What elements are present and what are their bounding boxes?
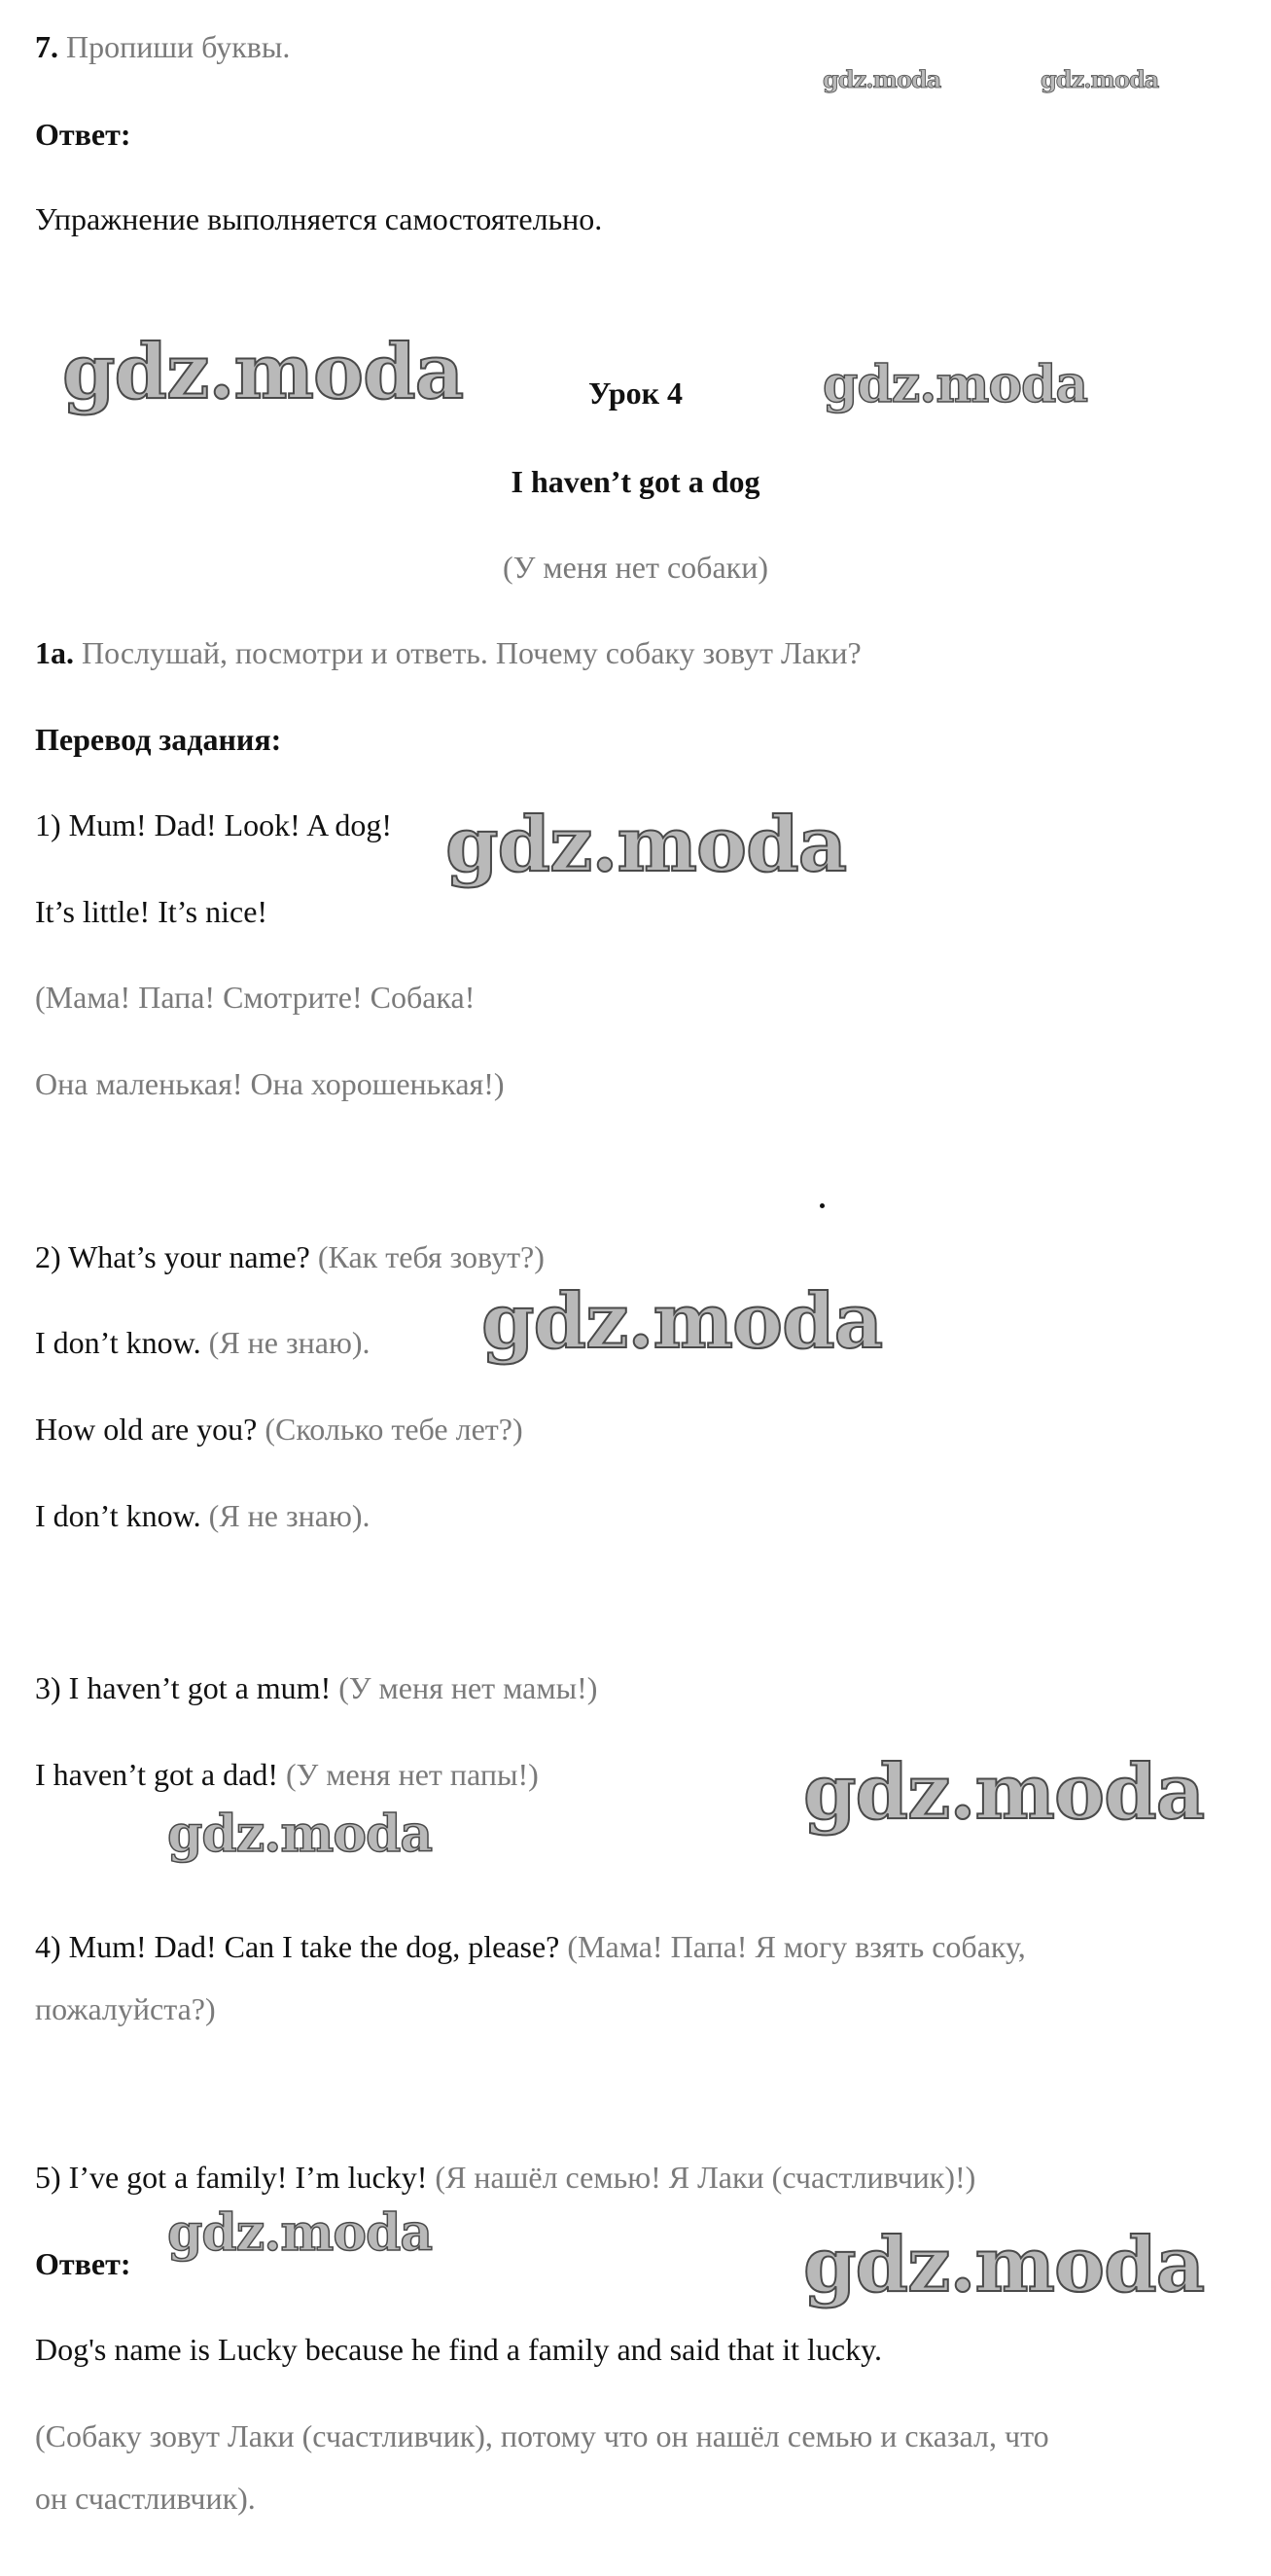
- watermark: gdz.moda: [167, 1805, 433, 1864]
- english-text: I don’t know.: [35, 1498, 201, 1533]
- english-text: I haven’t got a dad!: [35, 1757, 278, 1792]
- dialogue-line: [35, 1237, 545, 1276]
- lesson-translation: (У меня нет собаки): [503, 550, 768, 585]
- english-text: I don’t know.: [35, 1325, 201, 1360]
- watermark: gdz.moda: [167, 2203, 433, 2263]
- russian-text: (Я нашёл семью! Я Лаки (счастливчик)!): [435, 2160, 976, 2195]
- watermark: gdz.moda: [1041, 65, 1159, 93]
- exercise-number: 1a.: [35, 635, 74, 670]
- dialogue-translation: Она маленькая! Она хорошенькая!): [35, 1066, 505, 1101]
- exercise-1a-task: [35, 633, 862, 672]
- watermark: gdz.moda: [823, 65, 941, 93]
- answer-text: Упражнение выполняется самостоятельно.: [35, 201, 603, 236]
- english-text: 5) I’ve got a family! I’m lucky!: [35, 2160, 428, 2195]
- english-text: 2) What’s your name?: [35, 1239, 310, 1274]
- dialogue-line: [35, 1755, 539, 1794]
- exercise-number: 7.: [35, 29, 58, 64]
- watermark: gdz.moda: [823, 355, 1088, 414]
- dialogue-line: [35, 2158, 975, 2197]
- dialogue-translation: пожалуйста?): [35, 1991, 216, 2026]
- answer-label: Ответ:: [35, 2246, 131, 2281]
- watermark: gdz.moda: [803, 1748, 1205, 1837]
- watermark: gdz.moda: [481, 1277, 883, 1366]
- lesson-title: Урок 4: [587, 376, 684, 411]
- dialogue-line: It’s little! It’s nice!: [35, 894, 268, 929]
- exercise-text: Послушай, посмотри и ответь. Почему собаку зовут Лаки?: [82, 635, 862, 670]
- stray-dot: [820, 1203, 825, 1208]
- dialogue-line: [35, 1496, 371, 1535]
- english-text: 3) I haven’t got a mum!: [35, 1670, 332, 1705]
- russian-text: (У меня нет мамы!): [338, 1670, 598, 1705]
- dialogue-line: 1) Mum! Dad! Look! A dog!: [35, 807, 393, 842]
- exercise-text: Пропиши буквы.: [66, 29, 291, 64]
- russian-text: (У меня нет папы!): [285, 1757, 539, 1792]
- russian-text: (Как тебя зовут?): [317, 1239, 545, 1274]
- lesson-subtitle: I haven’t got a dog: [511, 464, 760, 499]
- dialogue-line: [35, 1668, 597, 1707]
- answer-translation: он счастливчик).: [35, 2481, 256, 2516]
- english-text: 4) Mum! Dad! Can I take the dog, please?: [35, 1929, 560, 1964]
- dialogue-line: [35, 1927, 1026, 1966]
- russian-text: (Сколько тебе лет?): [265, 1412, 523, 1447]
- dialogue-translation: (Мама! Папа! Смотрите! Собака!: [35, 980, 476, 1015]
- answer-text: Dog's name is Lucky because he find a family and said that it lucky.: [35, 2332, 882, 2367]
- translation-label: Перевод задания:: [35, 722, 282, 757]
- exercise-7-task: [35, 27, 290, 66]
- russian-text: (Мама! Папа! Я могу взять собаку,: [567, 1929, 1026, 1964]
- answer-translation: (Собаку зовут Лаки (счастливчик), потому что он нашёл семью и сказал, что: [35, 2418, 1049, 2453]
- watermark: gdz.moda: [62, 328, 464, 416]
- english-text: How old are you?: [35, 1412, 258, 1447]
- watermark: gdz.moda: [803, 2221, 1205, 2309]
- watermark: gdz.moda: [445, 801, 847, 889]
- answer-label: Ответ:: [35, 117, 131, 152]
- dialogue-line: [35, 1323, 371, 1362]
- russian-text: (Я не знаю).: [208, 1325, 371, 1360]
- russian-text: (Я не знаю).: [208, 1498, 371, 1533]
- dialogue-line: [35, 1410, 523, 1449]
